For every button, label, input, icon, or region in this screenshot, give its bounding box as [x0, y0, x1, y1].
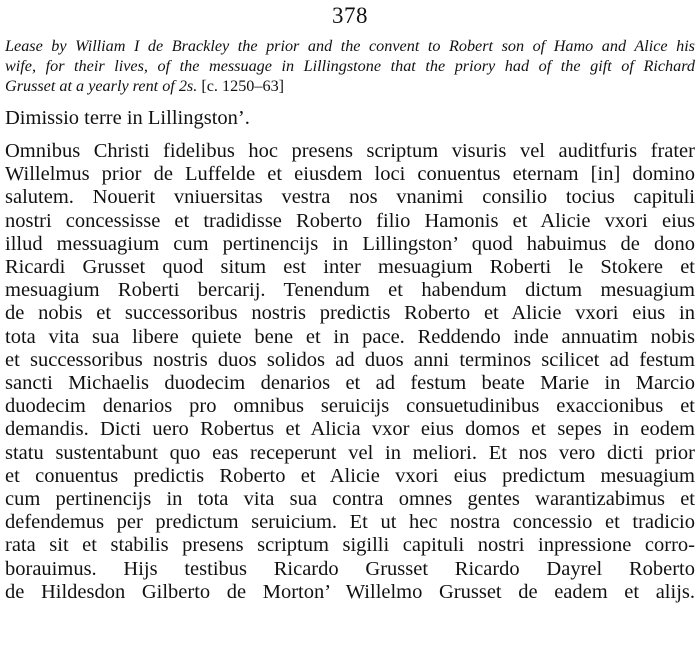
text-line: statu sustentabunt quo eas receperunt vel in meliori. Et nos vero dicti prior — [5, 441, 695, 464]
text-line: salutem. Nouerit vniuersitas vestra nos vnanimi consilio tocius capituli — [5, 186, 695, 209]
text-line: sancti Michaelis duodecim denarios et ad festum beate Marie in Marcio — [5, 372, 695, 395]
charter-text — [5, 140, 695, 604]
charter-heading: Dimissio terre in Lillingston’. — [5, 107, 250, 129]
summary-line: Lease by William I de Brackley the prior and the convent to Robert son of Hamo and Alice his — [5, 37, 695, 55]
text-line: de Hildesdon Gilberto de Morton’ Willelmo Grusset de eadem et alijs. — [5, 580, 695, 603]
charter-date: [c. 1250–63] — [201, 77, 285, 95]
summary-last-line — [5, 76, 695, 96]
text-line: mesuagium Roberti bercarij. Tenendum et habendum dictum mesuagium — [5, 279, 695, 302]
text-line: et successoribus nostris duos solidos ad duos anni terminos scilicet ad festum — [5, 348, 695, 371]
page-number: 378 — [332, 3, 368, 28]
text-line: defendemus per predictum seruicium. Et ut hec nostra concessio et tradicio — [5, 511, 695, 534]
text-line: Ricardi Grusset quod situm est inter mesuagium Roberti le Stokere et — [5, 256, 695, 279]
text-line: nostri concessisse et tradidisse Roberto filio Hamonis et Alicie vxori eius — [5, 209, 695, 232]
text-line: Willelmus prior de Luffelde et eiusdem loci conuentus eternam [in] domino — [5, 163, 695, 186]
text-line: demandis. Dicti uero Robertus et Alicia vxor eius domos et sepes in eodem — [5, 418, 695, 441]
text-line: borauimus. Hijs testibus Ricardo Grusset Ricardo Dayrel Roberto — [5, 557, 695, 580]
summary-line: wife, for their lives, of the messuage in Lillingstone that the priory had of the gift of Richard — [5, 57, 695, 75]
text-line: tota vita sua libere quiete bene et in pace. Reddendo inde annuatim nobis — [5, 325, 695, 348]
text-line: cum pertinencijs in tota vita sua contra omnes gentes warantizabimus et — [5, 488, 695, 511]
text-line: duodecim denarios pro omnibus seruicijs consuetudinibus exaccionibus et — [5, 395, 695, 418]
text-line: de nobis et successoribus nostris predictis Roberto et Alicie vxori eius in — [5, 302, 695, 325]
text-line: Omnibus Christi fidelibus hoc presens scriptum visuris vel auditfuris frater — [5, 140, 695, 162]
text-line: et conuentus predictis Roberto et Alicie vxori eius predictum mesuagium — [5, 464, 695, 487]
document-page — [5, 0, 695, 604]
charter-summary — [5, 36, 695, 96]
text-line: illud messuagium cum pertinencijs in Lillingston’ quod habuimus de dono — [5, 232, 695, 255]
summary-line-text: Grusset at a yearly rent of 2s. — [5, 77, 198, 95]
text-line: rata sit et stabilis presens scriptum sigilli capituli nostri inpressione corro- — [5, 534, 695, 557]
